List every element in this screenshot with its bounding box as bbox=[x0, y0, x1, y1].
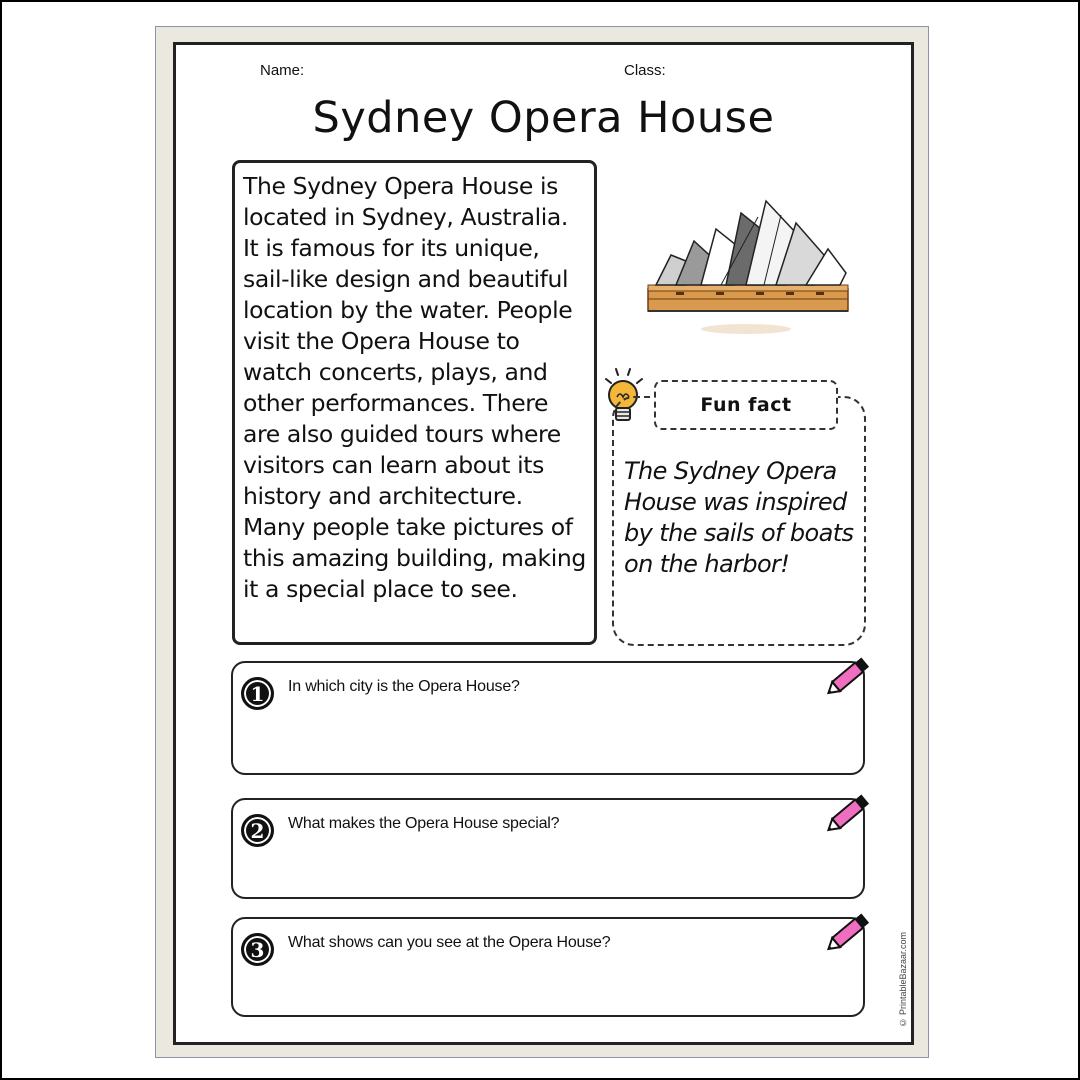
question-number-1: 1 bbox=[241, 677, 274, 710]
question-text-1: In which city is the Opera House? bbox=[288, 678, 520, 695]
pencil-icon bbox=[823, 653, 875, 701]
opera-house-illustration bbox=[646, 193, 851, 343]
fun-fact-text: The Sydney Opera House was inspired by the sails of boats on the harbor! bbox=[624, 457, 854, 578]
reading-passage-box bbox=[232, 160, 597, 645]
question-box-3[interactable] bbox=[231, 917, 865, 1017]
worksheet-sheet bbox=[173, 42, 914, 1045]
fun-fact-title: Fun fact bbox=[654, 380, 838, 430]
question-text-3: What shows can you see at the Opera House? bbox=[288, 934, 611, 951]
page-title: Sydney Opera House bbox=[312, 93, 775, 143]
pencil-icon bbox=[823, 790, 875, 838]
class-label: Class: bbox=[624, 62, 666, 79]
question-box-1[interactable] bbox=[231, 661, 865, 775]
question-box-2[interactable] bbox=[231, 798, 865, 899]
reading-passage-text: The Sydney Opera House is located in Sydney, Australia. It is famous for its unique, sail-like design and beautiful location by the water. People visit the Opera House to watch concerts, plays, and other performances. There are also guided tours where visitors can learn about its history and architecture. Many people take pictures of this amazing building, making it a special place to see. bbox=[243, 172, 586, 603]
fun-fact-box bbox=[612, 396, 866, 646]
worksheet-page bbox=[155, 26, 929, 1058]
pencil-icon bbox=[823, 909, 875, 957]
question-text-2: What makes the Opera House special? bbox=[288, 815, 560, 832]
name-label: Name: bbox=[260, 62, 305, 79]
copyright-text: © PrintableBazaar.com bbox=[898, 932, 908, 1028]
question-number-3: 3 bbox=[241, 933, 274, 966]
question-number-2: 2 bbox=[241, 814, 274, 847]
